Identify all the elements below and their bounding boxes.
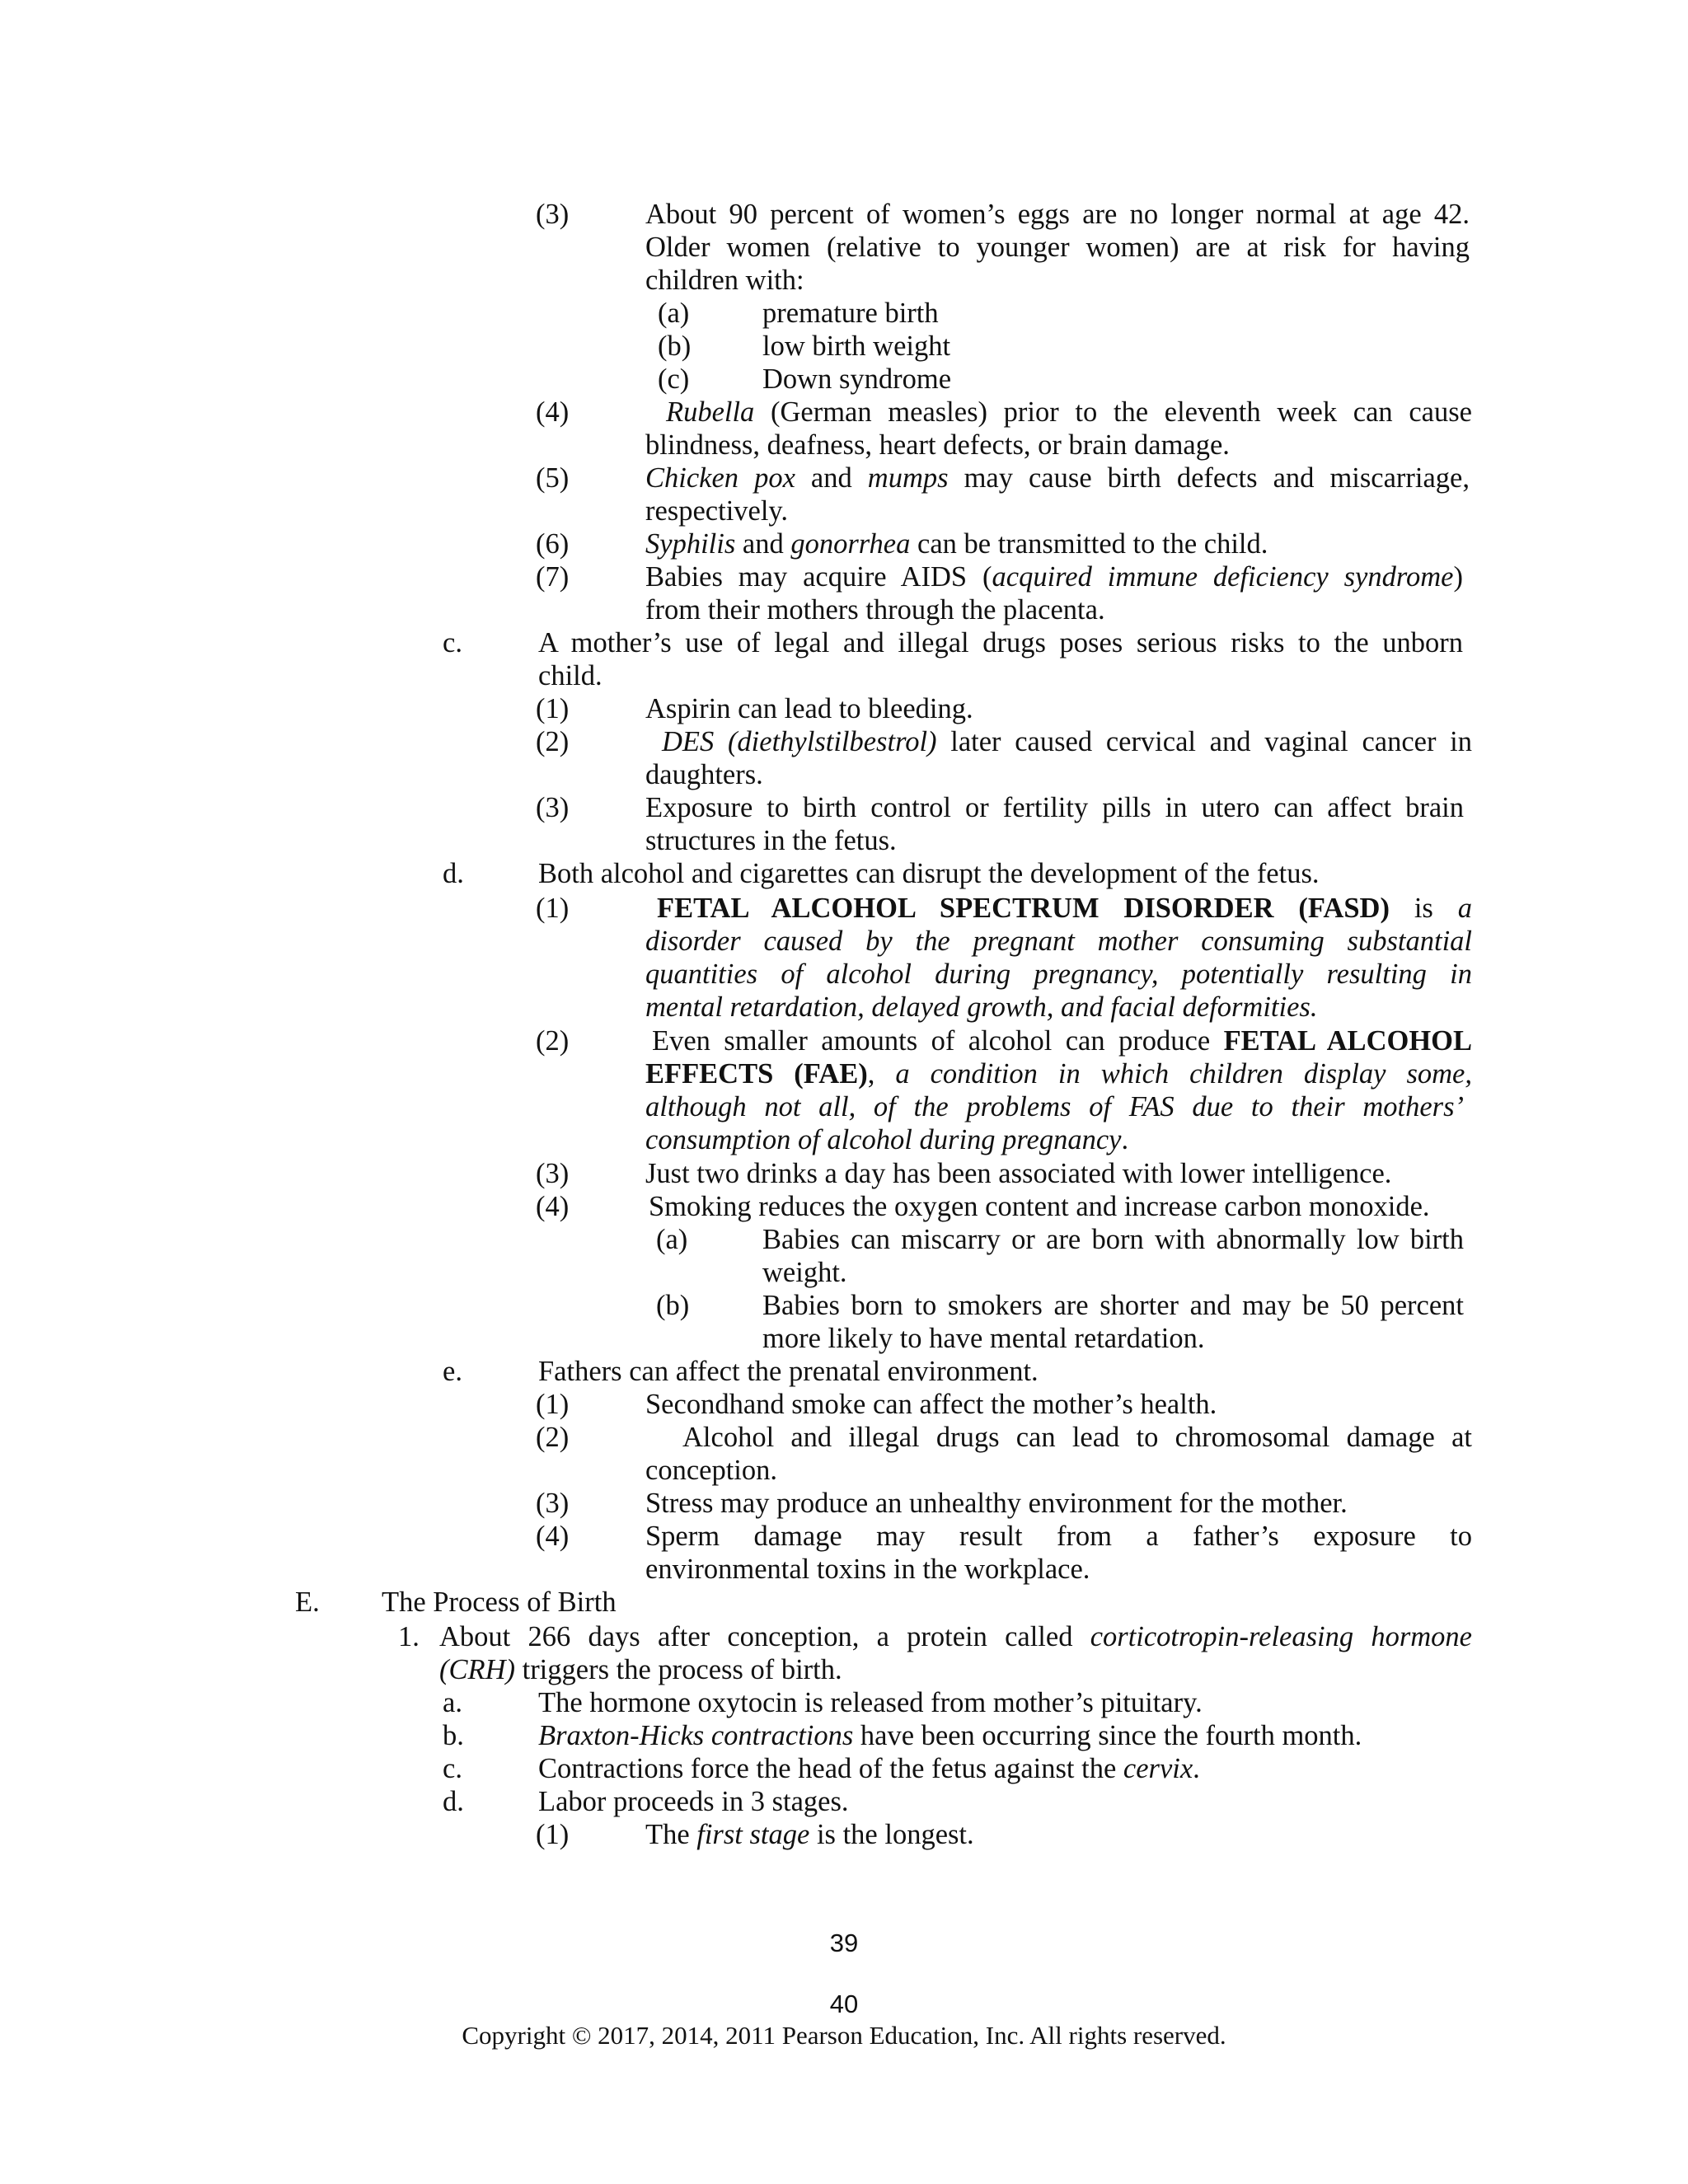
- list-marker: (c): [658, 363, 690, 395]
- list-item-text: Stress may produce an unhealthy environment for the mother.: [645, 1488, 1348, 1519]
- list-item-text: Secondhand smoke can affect the mother’s health.: [645, 1389, 1217, 1420]
- list-marker: (3): [536, 1158, 570, 1189]
- list-item-text: Braxton-Hicks contractions have been occurring since the fourth month.: [538, 1720, 1362, 1751]
- list-marker: (b): [656, 1290, 690, 1321]
- list-marker: (4): [536, 396, 570, 428]
- list-item-text: About 90 percent of women’s eggs are no longer normal at age 42.: [645, 199, 1470, 230]
- list-item-text: Syphilis and gonorrhea can be transmitted to the child.: [645, 528, 1268, 560]
- list-marker: d.: [443, 1786, 464, 1817]
- list-item-text: more likely to have mental retardation.: [762, 1323, 1205, 1354]
- list-marker: (1): [536, 1819, 570, 1850]
- list-item-text: Babies born to smokers are shorter and may be 50 percent: [762, 1290, 1464, 1321]
- list-item-text: disorder caused by the pregnant mother consuming substantial: [645, 926, 1472, 957]
- list-marker: (1): [536, 893, 570, 924]
- list-item-text: daughters.: [645, 759, 763, 790]
- page-number: 40: [829, 1990, 859, 2018]
- list-item-text: Smoking reduces the oxygen content and increase carbon monoxide.: [649, 1191, 1430, 1222]
- list-marker: (1): [536, 1389, 570, 1420]
- list-marker: (4): [536, 1521, 570, 1552]
- list-item-text: Fathers can affect the prenatal environment.: [538, 1356, 1039, 1387]
- list-item-text: from their mothers through the placenta.: [645, 594, 1105, 626]
- list-item-text: respectively.: [645, 495, 789, 527]
- list-marker: (5): [536, 462, 570, 494]
- list-item-text: mental retardation, delayed growth, and facial deformities.: [645, 991, 1318, 1023]
- list-marker: c.: [443, 627, 462, 658]
- list-item-text: Chicken pox and mumps may cause birth defects and miscarriage,: [645, 462, 1470, 494]
- list-item-text: FETAL ALCOHOL SPECTRUM DISORDER (FASD) is a: [657, 893, 1473, 924]
- list-item-text: weight.: [762, 1257, 847, 1288]
- list-item-text: environmental toxins in the workplace.: [645, 1554, 1090, 1585]
- list-item-text: although not all, of the problems of FAS due to their mothers’: [645, 1091, 1464, 1122]
- list-marker: (a): [656, 1224, 688, 1255]
- list-item-text: A mother’s use of legal and illegal drugs poses serious risks to the unborn: [538, 627, 1463, 658]
- list-item-text: premature birth: [762, 298, 939, 329]
- list-item-text: Babies may acquire AIDS (acquired immune deficiency syndrome): [645, 561, 1463, 593]
- list-item-text: Rubella (German measles) prior to the eleventh week can cause: [666, 396, 1472, 428]
- list-marker: (b): [658, 330, 692, 362]
- list-marker: (2): [536, 1422, 570, 1453]
- list-item-text: Contractions force the head of the fetus against the cervix.: [538, 1753, 1200, 1784]
- list-item-text: The first stage is the longest.: [645, 1819, 974, 1850]
- list-item-text: DES (diethylstilbestrol) later caused cervical and vaginal cancer in: [662, 726, 1472, 757]
- list-marker: c.: [443, 1753, 462, 1784]
- list-item-text: EFFECTS (FAE), a condition in which children display some,: [645, 1058, 1472, 1090]
- list-marker: (7): [536, 561, 570, 593]
- list-item-text: Just two drinks a day has been associated with lower intelligence.: [645, 1158, 1392, 1189]
- list-marker: (2): [536, 726, 570, 757]
- list-item-text: children with:: [645, 265, 804, 296]
- list-marker: (3): [536, 199, 570, 230]
- list-item-text: conception.: [645, 1455, 777, 1486]
- copyright-notice: Copyright © 2017, 2014, 2011 Pearson Education, Inc. All rights reserved.: [462, 2021, 1226, 2050]
- list-marker: (2): [536, 1025, 570, 1057]
- list-item-text: Even smaller amounts of alcohol can produce FETAL ALCOHOL: [652, 1025, 1472, 1057]
- list-item-text: About 266 days after conception, a protein called corticotropin-releasing hormone: [439, 1621, 1472, 1652]
- list-item-text: quantities of alcohol during pregnancy, potentially resulting in: [645, 958, 1472, 990]
- list-marker: d.: [443, 858, 464, 889]
- list-item-text: Labor proceeds in 3 stages.: [538, 1786, 849, 1817]
- list-item-text: child.: [538, 660, 603, 691]
- page-number: 39: [829, 1929, 859, 1957]
- list-marker: (3): [536, 792, 570, 823]
- list-marker: (a): [658, 298, 690, 329]
- list-marker: (1): [536, 693, 570, 724]
- list-marker: (3): [536, 1488, 570, 1519]
- section-marker: E.: [295, 1586, 320, 1618]
- list-item-text: consumption of alcohol during pregnancy.: [645, 1124, 1129, 1155]
- list-item-text: Alcohol and illegal drugs can lead to chromosomal damage at: [682, 1422, 1472, 1453]
- list-item-text: blindness, deafness, heart defects, or brain damage.: [645, 429, 1230, 461]
- list-item-text: Sperm damage may result from a father’s exposure to: [645, 1521, 1472, 1552]
- list-item-text: The hormone oxytocin is released from mother’s pituitary.: [538, 1687, 1203, 1718]
- list-item-text: Babies can miscarry or are born with abnormally low birth: [762, 1224, 1464, 1255]
- list-marker: (6): [536, 528, 570, 560]
- list-item-text: (CRH) triggers the process of birth.: [439, 1654, 842, 1685]
- list-marker: (4): [536, 1191, 570, 1222]
- list-item-text: low birth weight: [762, 330, 951, 362]
- list-item-text: Both alcohol and cigarettes can disrupt the development of the fetus.: [538, 858, 1320, 889]
- list-item-text: structures in the fetus.: [645, 825, 897, 856]
- list-item-text: Down syndrome: [762, 363, 952, 395]
- list-item-text: Older women (relative to younger women) are at risk for having: [645, 232, 1470, 263]
- list-item-text: Exposure to birth control or fertility pills in utero can affect brain: [645, 792, 1464, 823]
- list-marker: e.: [443, 1356, 462, 1387]
- list-item-text: Aspirin can lead to bleeding.: [645, 693, 973, 724]
- section-heading: The Process of Birth: [382, 1586, 617, 1618]
- list-marker: b.: [443, 1720, 464, 1751]
- list-marker: a.: [443, 1687, 462, 1718]
- list-marker: 1.: [398, 1621, 420, 1652]
